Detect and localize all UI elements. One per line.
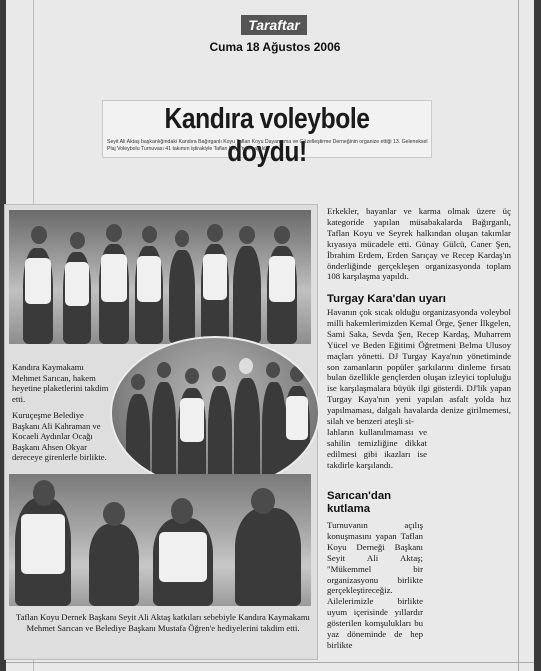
person-figure: [169, 250, 195, 344]
head: [251, 488, 275, 514]
person-figure: [235, 508, 301, 606]
person-figure: [234, 378, 260, 488]
caption-photo3: Taflan Koyu Dernek Başkanı Seyit Ali Aktaş katkıları sebebiyle Kandıra Kaymakamı Mehmet Sarıcan ve Belediye Başkanı Mustafa Öğren'e hediyelerini takdim etti.: [16, 612, 310, 633]
shirt: [101, 254, 127, 302]
fold-line: [6, 662, 534, 663]
person-figure: [233, 246, 261, 344]
shirt: [159, 532, 207, 582]
publication-date: Cuma 18 Ağustos 2006: [209, 40, 341, 54]
head: [274, 226, 290, 244]
subhead: Seyit Ali Aktaş başkanlığındaki Kandıra Bağırganlı Koyu Taflan Koyu Dayanışma ve Güzelleştirme Derneğinin organize ettiği 13. Geleneksel Plaj Voleybolu Turnuvası 41 takımın iştirakiyle Taflan Koyu'nda yapıldı.: [107, 139, 428, 152]
headline: Kandıra voleybole doydu!: [164, 103, 370, 168]
head: [157, 362, 171, 378]
shirt: [180, 398, 204, 442]
head: [207, 224, 223, 242]
shirt: [137, 256, 161, 302]
person-figure: [262, 382, 286, 488]
head: [185, 368, 199, 384]
section-body-uyari: Havanın çok sıcak olduğu organizasyonda voleybol milli hakemlerimizden Kemal Örge, Şener İlkgelen, Sami Saka, Sevda Şen, Recep Kardaş, Muharrem Yücel ve Beden Eğitimi Öğretmeni Belma Ulusoy maçları yönetti. DJ Turgay Kaya'nın yönetiminde son zamanların popüler şarkılarını dinleme fırsatı bulan özellikle gençlerden oluşan izleyici topluluğu ise karşılaşmalara büyük ilgi gösterdi. DJ'lik yapan Turgay Kaya'nın yeni yapılan asfalt yolda hız yapılmaması, dalgalı havalarda denize girilmemesi, silah ve benzeri ateşli si-: [327, 307, 511, 427]
photo-gift-presentation: [9, 474, 311, 606]
section-title-kutlama: Sarıcan'dan kutlama: [327, 490, 392, 515]
shirt: [286, 396, 308, 440]
person-figure: [208, 386, 232, 488]
head: [131, 374, 145, 390]
article-intro: Erkekler, bayanlar ve karma olmak üzere üç kategoride yapılan müsabakalarda Bağırganlı, Taflan Koyu ve Seyrek halkından oluşan takımlar kıyasıya mücadele etti. Günay Gülcü, Caner Şen, İbrahim Erdem, Erden Sarıçay ve Recep Kardaş'ın önderliğinde gerçekleşen organizasyonda toplam 108 karşılaşma yapıldı.: [327, 206, 511, 282]
head: [142, 226, 157, 243]
shirt: [21, 514, 65, 574]
shirt: [203, 254, 227, 300]
newspaper-logo: Taraftar: [241, 15, 307, 35]
head: [239, 226, 255, 244]
headline-box: [102, 100, 432, 168]
section-body-kutlama: Turnuvanın açılış konuşmasını yapan Taflan Koyu Derneği Başkanı Seyit Ali Aktaş; "Mükemmel bir organizasyonu birlikte gerçekleştireceğiz. Ailelerimizle birlikte uyum içerisinde yıllardır gösterilen komşulukları bu yaz döneminde de hep birlikte: [327, 520, 423, 650]
section-body-uyari-continued: lahların kullanılmaması ve sahilin temizliğine dikkat edilmesi gibi ikazları ise takdirle karşılandı.: [327, 427, 427, 470]
head: [239, 358, 253, 374]
head: [31, 226, 47, 244]
shirt: [25, 258, 51, 304]
section-title-uyari: Turgay Kara'dan uyarı: [327, 293, 446, 305]
head: [171, 498, 193, 524]
head: [266, 362, 280, 378]
shirt: [269, 256, 295, 302]
head: [290, 366, 304, 382]
caption-photo2: Kuruçeşme Belediye Başkanı Ali Kahraman ve Kocaeli Aydınlar Ocağı Başkanı Ahsen Okyar dereceye girenlerle birlikte.: [12, 410, 107, 463]
person-figure: [152, 382, 176, 488]
head: [70, 232, 85, 249]
head: [175, 230, 189, 247]
fold-line: [518, 0, 519, 671]
person-figure: [89, 524, 139, 606]
photo-referees: [9, 210, 311, 344]
caption-photo1: Kandıra Kaymakamı Mehmet Sarıcan, hakem heyetine plaketlerini takdim etti.: [12, 362, 109, 404]
shirt: [65, 262, 89, 306]
head: [33, 480, 55, 506]
head: [103, 502, 125, 526]
head: [106, 224, 122, 242]
photo-winners-circle: [110, 336, 320, 490]
head: [212, 366, 226, 382]
